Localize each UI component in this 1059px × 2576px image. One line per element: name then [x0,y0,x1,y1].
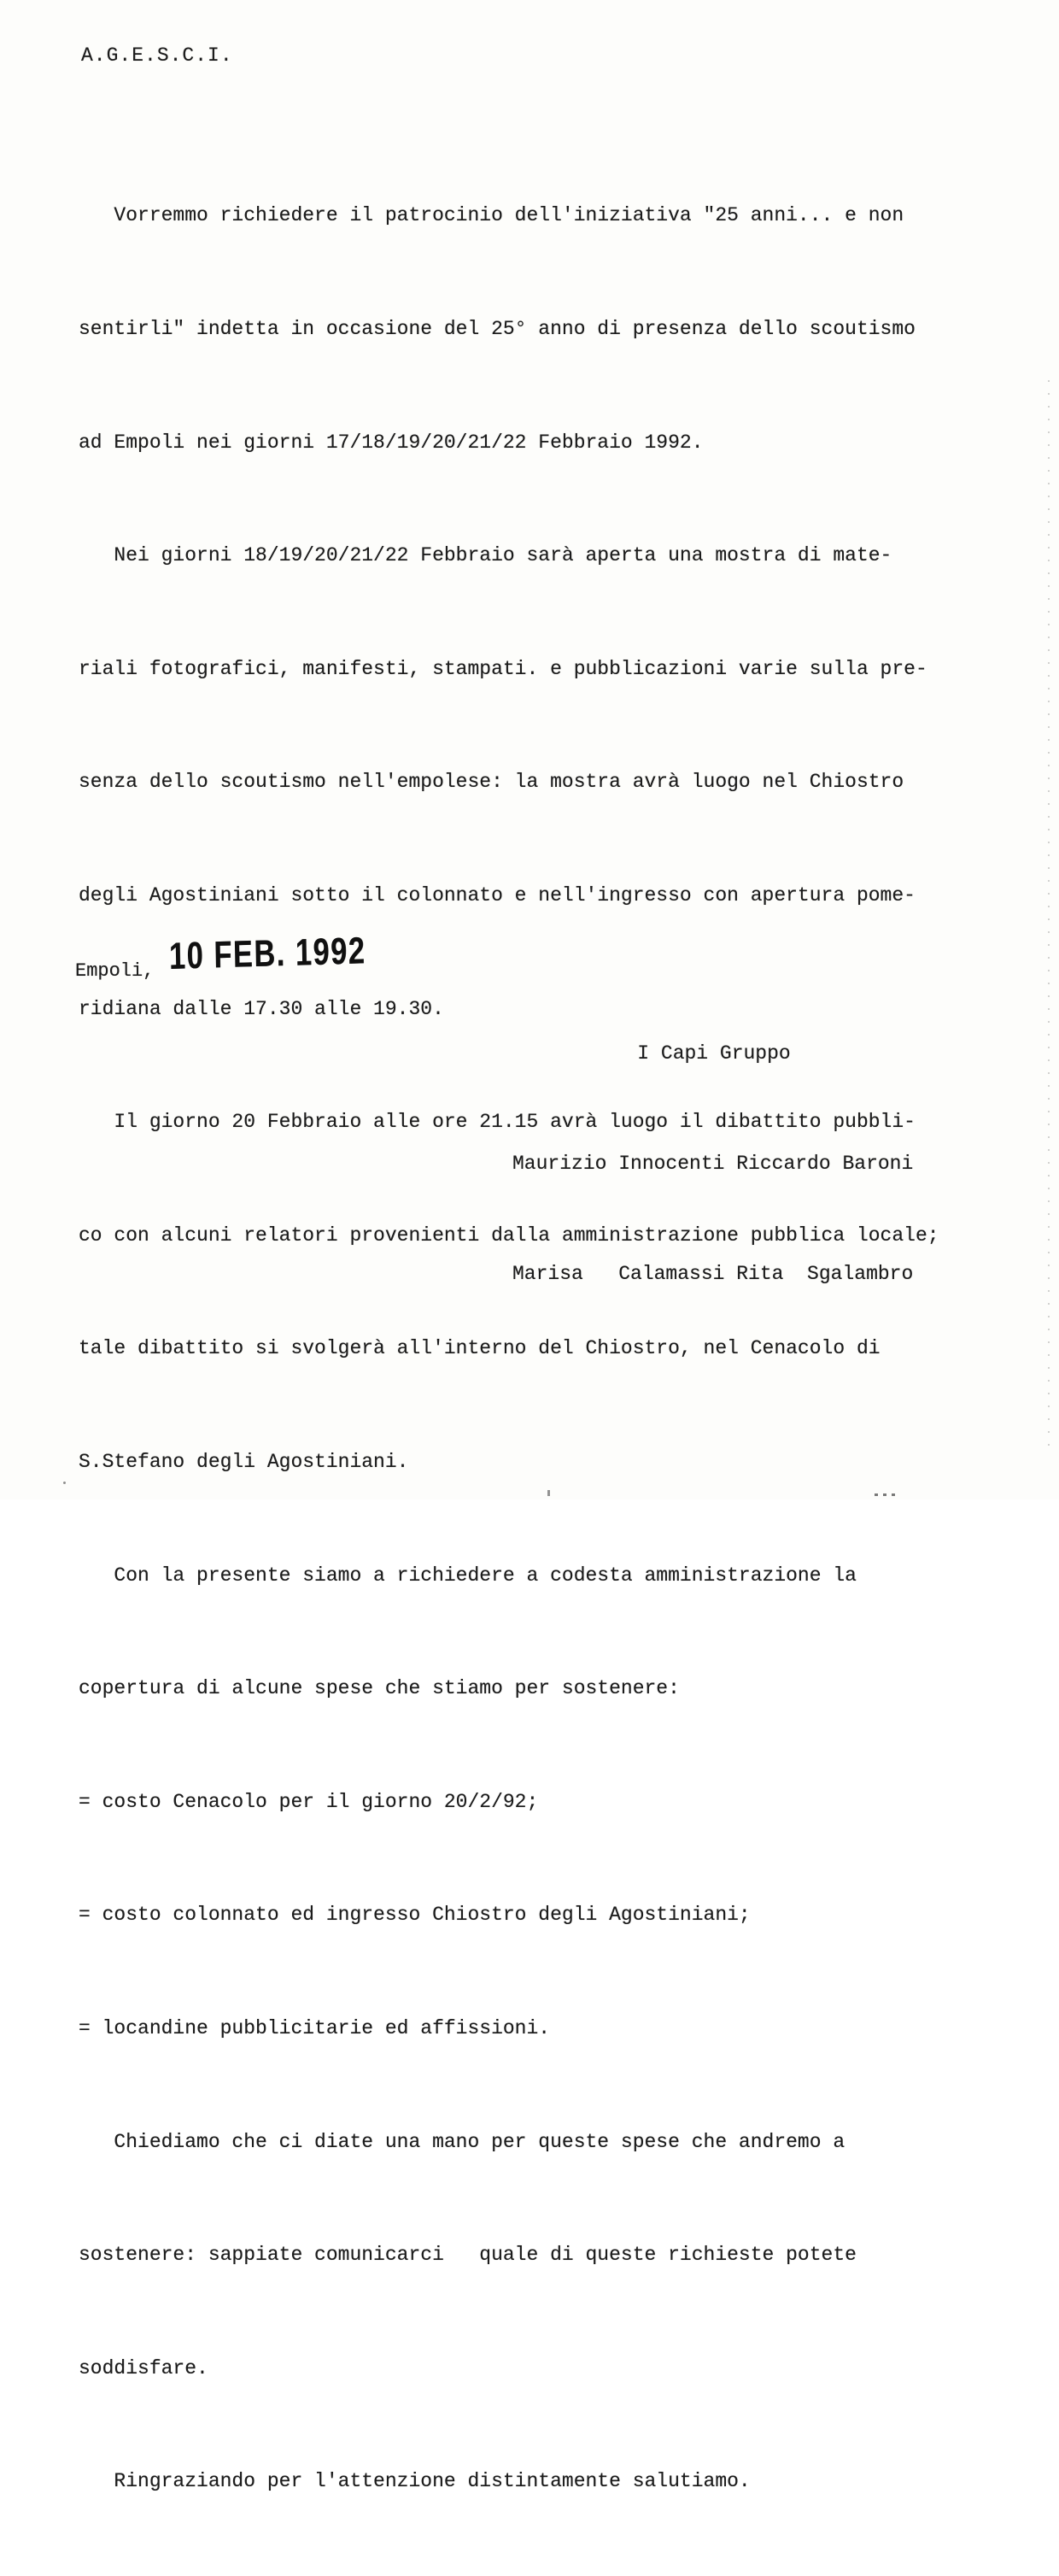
body-line-expense-item: = costo Cenacolo per il giorno 20/2/92; [79,1790,539,1813]
signature-block [512,962,916,1366]
signature-names-line: Maurizio Innocenti Riccardo Baroni [512,1153,914,1175]
body-line: senza dello scoutismo nell'empolese: la mostra avrà luogo nel Chiostro [79,771,904,794]
signature-title: I Capi Gruppo [637,1042,791,1065]
body-line: S.Stefano degli Agostiniani. [79,1450,409,1473]
body-line: ridiana dalle 17.30 alle 19.30. [79,997,444,1020]
body-line: Chiediamo che ci diate una mano per queste spese che andremo a [79,2130,845,2153]
scan-artifact-speck [547,1490,550,1496]
body-line: sostenere: sappiate comunicarci quale di queste richieste potete [79,2244,857,2267]
body-line: ad Empoli nei giorni 17/18/19/20/21/22 Febbraio 1992. [79,431,704,454]
body-line: copertura di alcune spese che stiamo per sostenere: [79,1677,680,1700]
signature-names-line: Marisa Calamassi Rita Sgalambro [512,1263,914,1285]
body-line: tale dibattito si svolgerà all'interno del Chiostro, nel Cenacolo di [79,1337,881,1360]
body-line: Ringraziando per l'attenzione distintamente salutiamo. [79,2470,751,2493]
date-stamp: 10 FEB. 1992 [168,930,366,977]
body-line: co con alcuni relatori provenienti dalla amministrazione pubblica locale; [79,1223,939,1247]
body-line: Con la presente siamo a richiedere a codesta amministrazione la [79,1564,857,1587]
body-line: sentirli" indetta in occasione del 25° anno di presenza dello scoutismo [79,318,916,340]
body-line: Il giorno 20 Febbraio alle ore 21.15 avrà luogo il dibattito pubbli- [79,1111,916,1134]
body-line: degli Agostiniani sotto il colonnato e nell'ingresso con apertura pome- [79,883,916,907]
body-line-expense-item: = locandine pubblicitarie ed affissioni. [79,2016,551,2039]
scan-artifact-speck [63,1482,66,1484]
body-line: Vorremmo richiedere il patrocinio dell'iniziativa "25 anni... e non [79,204,904,227]
body-line-expense-item: = costo colonnato ed ingresso Chiostro degli Agostiniani; [79,1904,751,1927]
body-line: soddisfare. [79,2356,208,2379]
scan-artifact-speck [875,1493,897,1496]
body-line: Nei giorni 18/19/20/21/22 Febbraio sarà aperta una mostra di mate- [79,544,892,567]
dateline-place: Empoli, [75,960,155,982]
letterhead-org: A.G.E.S.C.I. [81,44,233,67]
body-line: riali fotografici, manifesti, stampati. e pubblicazioni varie sulla pre- [79,657,927,680]
scan-artifact-edge-dots [1048,380,1050,1452]
